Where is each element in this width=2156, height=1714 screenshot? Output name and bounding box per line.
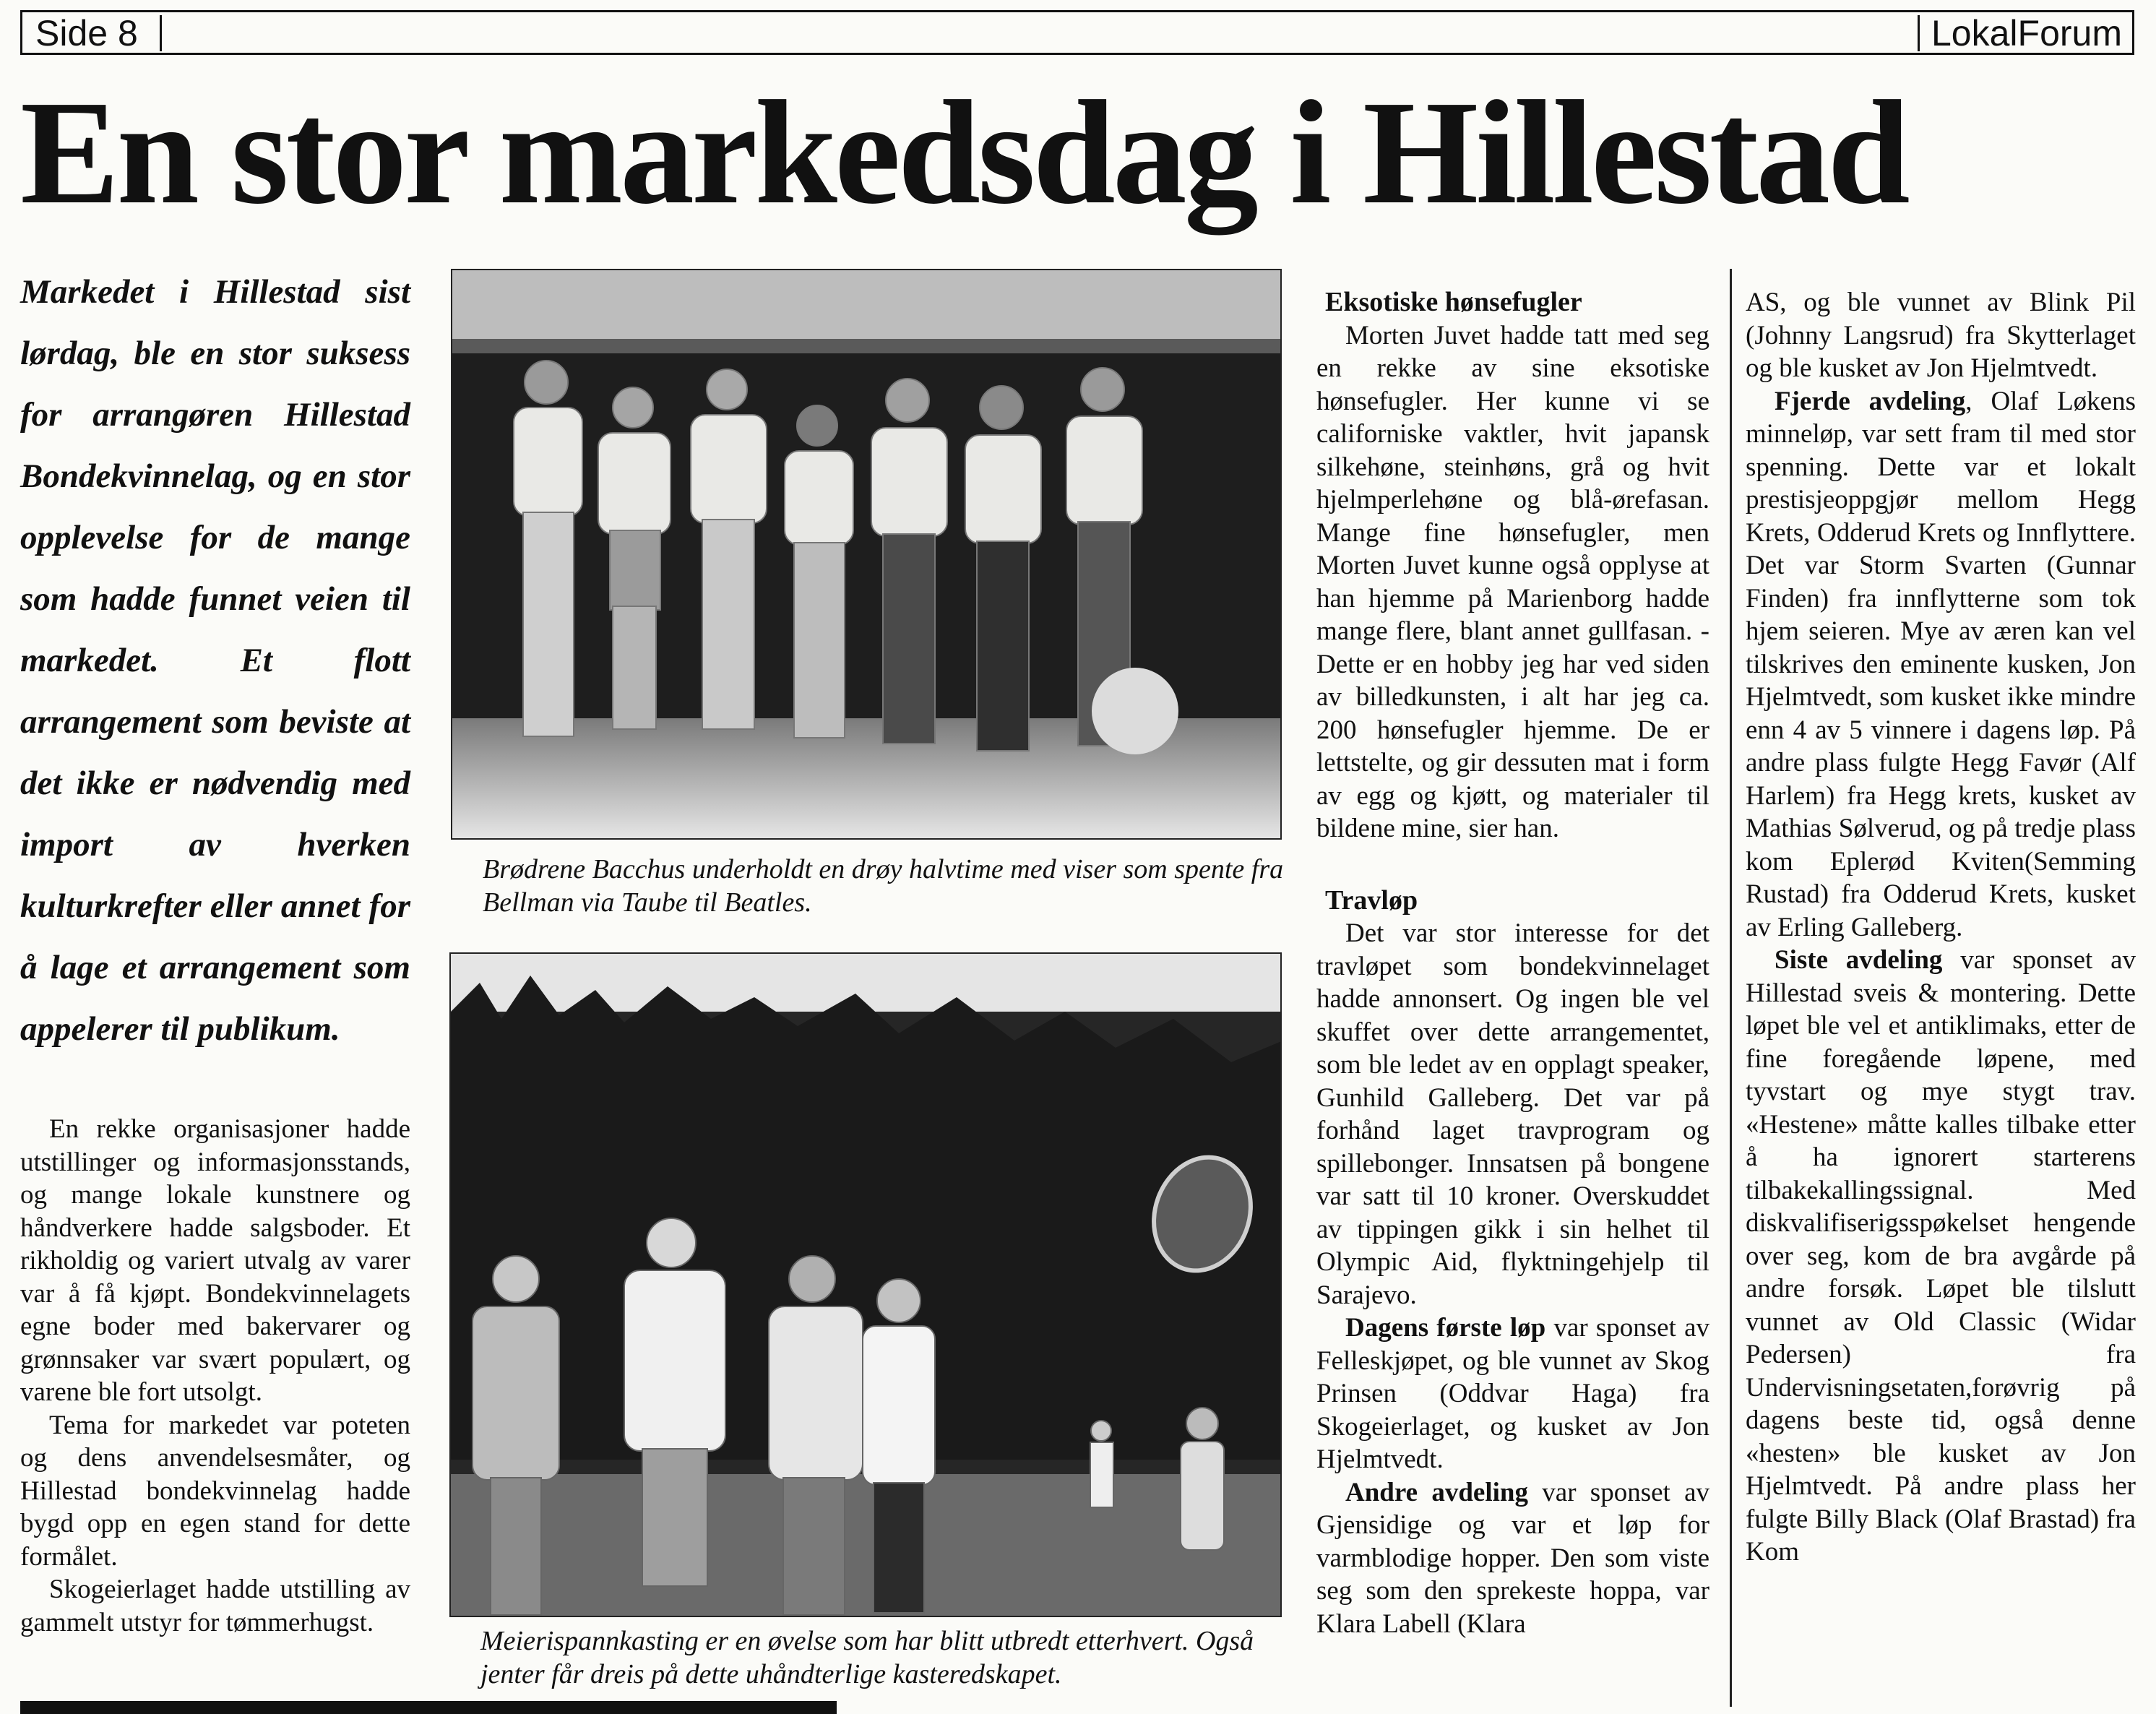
column-1-paragraph-3: Skogeierlaget hadde utstilling av gammelt utstyr for tømmerhugst.	[20, 1575, 410, 1637]
subheading-travlop: Travløp	[1325, 884, 1418, 916]
column-4-paragraph-1: AS, og ble vunnet av Blink Pil (Johnny Langsrud) fra Skytterlaget og ble kusket av Jon Hjelmtvedt.	[1746, 288, 2136, 383]
column-rule	[1730, 269, 1732, 1707]
column-4-paragraph-3	[1746, 944, 2136, 1569]
race-1-text: var sponset av Felleskjøpet, og ble vunnet av Skog Prinsen (Oddvar Haga) fra Skogeierlaget, og kusket av Jon Hjelmtvedt.	[1316, 1313, 1709, 1474]
photo-brodrene-bacchus	[451, 269, 1282, 840]
lead-paragraph	[20, 262, 410, 1060]
column-1-paragraph-2: Tema for markedet var poteten og dens anvendelsesmåter, og Hillestad bondekvinnelag hadde bygd opp en egen stand for dette formålet.	[20, 1410, 410, 1572]
section-name: LokalForum	[1918, 15, 2122, 51]
column-3-paragraph-2: Det var stor interesse for det travløpet som bondekvinnelaget hadde annonsert. Og ingen ble vel skuffet over dette arrangementet, som ble ledet av en opplagt speaker, Gunhild Galleberg. Det var på forhånd laget travprogram og spillebonger. Innsatsen på bongene var satt til 10 kroner. Overskuddet av tippingen gikk i sin helhet til Olympic Aid, flyktningehjelp til Sarajevo.	[1316, 918, 1709, 1310]
column-4	[1746, 286, 2136, 1569]
column-3	[1316, 286, 1709, 1640]
race-2-label: Andre avdeling	[1345, 1477, 1528, 1507]
race-2-text: var sponset av Gjensidige og var et løp for varmblodige hopper. Den som viste seg som den sprekeste hoppa, var Klara Labell (Klara	[1316, 1477, 1709, 1639]
column-1	[20, 1113, 410, 1639]
subheading-eksotiske: Eksotiske hønsefugler	[1325, 287, 1582, 317]
photo-1-caption: Brødrene Bacchus underholdt en drøy halvtime med viser som spente fra Bellman via Taube til Beatles.	[483, 854, 1284, 918]
headline: En stor markedsdag i Hillestad	[20, 69, 1907, 235]
photo-2-image	[451, 954, 1282, 1617]
race-4-text: , Olaf Løkens minneløp, var sett fram til med stor spenning. Dette var et lokalt prestisjeoppgjør mellom Hegg Krets, Odderud Krets og Innflyttere. Det var Storm Svarten (Gunnar Finden) fra innflytterne som tok hjem seieren. Mye av æren kan vel tilskrives den eminente kusken, Jon Hjelmtvedt, som kusket ikke mindre enn 4 av 5 vinnere i dagens løp. På andre plass fulgte Hegg Favør (Alf Harlem) fra Hegg krets, kusket av Mathias Sølverud, og på tredje plass kom Eplerød Kviten(Semming Rustad) fra Odderud Krets, kusket av Erling Galleberg.	[1746, 386, 2136, 942]
photo-meierispannkasting	[449, 952, 1282, 1617]
bottom-rule	[20, 1701, 837, 1714]
page-number: Side 8	[35, 15, 162, 51]
race-4-label: Fjerde avdeling	[1775, 386, 1966, 416]
column-3-paragraph-3	[1316, 1312, 1709, 1476]
page-header	[20, 10, 2134, 55]
column-4-paragraph-2	[1746, 385, 2136, 944]
column-3-paragraph-1: Morten Juvet hadde tatt med seg en rekke av sine eksotiske hønsefugler. Her kunne vi se californiske vaktler, hvit japansk silkehøne, steinhøns, grå og hvit hjelmperlehøne og blå-ørefasan. Mange fine hønsefugler, men Morten Juvet kunne også opplyse at han hjemme på Marienborg hadde mange flere, blant annet gullfasan. -Dette er en hobby jeg har ved siden av billedkunsten, i alt har jeg ca. 200 hønsefugler hjemme. De er lettstelte, og gir dessuten mat i form av egg og kjøtt, og materialer til bildene mine, sier han.	[1316, 320, 1709, 843]
race-last-label: Siste avdeling	[1775, 945, 1943, 975]
race-1-label: Dagens første løp	[1345, 1313, 1546, 1343]
photo-1-image	[452, 270, 1282, 840]
column-3-paragraph-4	[1316, 1476, 1709, 1641]
column-1-paragraph-1: En rekke organisasjoner hadde utstillinger og informasjonsstands, og mange lokale kunstnere og håndverkere hadde salgsboder. Et rikholdig og variert utvalg av varer var å få kjøpt. Bondekvinnelagets egne boder med bakervarer og grønnsaker var svært populært, og varene ble fort utsolgt.	[20, 1114, 410, 1407]
lead-text: Markedet i Hillestad sist lørdag, ble en stor suksess for arrangøren Hillestad Bondekvinnelag, og en stor opplevelse for de mange som hadde funnet veien til markedet. Et flott arrangement som beviste at det ikke er nødvendig med import av hverken kulturkrefter eller annet for å lage et arrangement som appelerer til publikum.	[20, 273, 410, 1048]
photo-2-caption: Meierispannkasting er en øvelse som har blitt utbredt etterhvert. Også jenter får dreis på dette uhåndterlige kasteredskapet.	[480, 1626, 1254, 1689]
race-last-text: var sponset av Hillestad sveis & montering. Dette løpet ble vel et antiklimaks, etter de fine foregående løpene, med tyvstart og mye stygt trav. «Hestene» måtte kalles tilbake etter å ha ignorert starterens tilbakekallingssignal. Med diskvalifiserigsspøkelset hengende over seg, kom de bra avgårde på andre forsøk. Løpet ble tilslutt vunnet av Old Classic (Widar Pedersen) fra Undervisningsetaten,forøvrig på dagens beste tid, også denne «hesten» ble kusket av Jon Hjelmtvedt. På andre plass her fulgte Billy Black (Olaf Brastad) fra Kom	[1746, 945, 2136, 1567]
